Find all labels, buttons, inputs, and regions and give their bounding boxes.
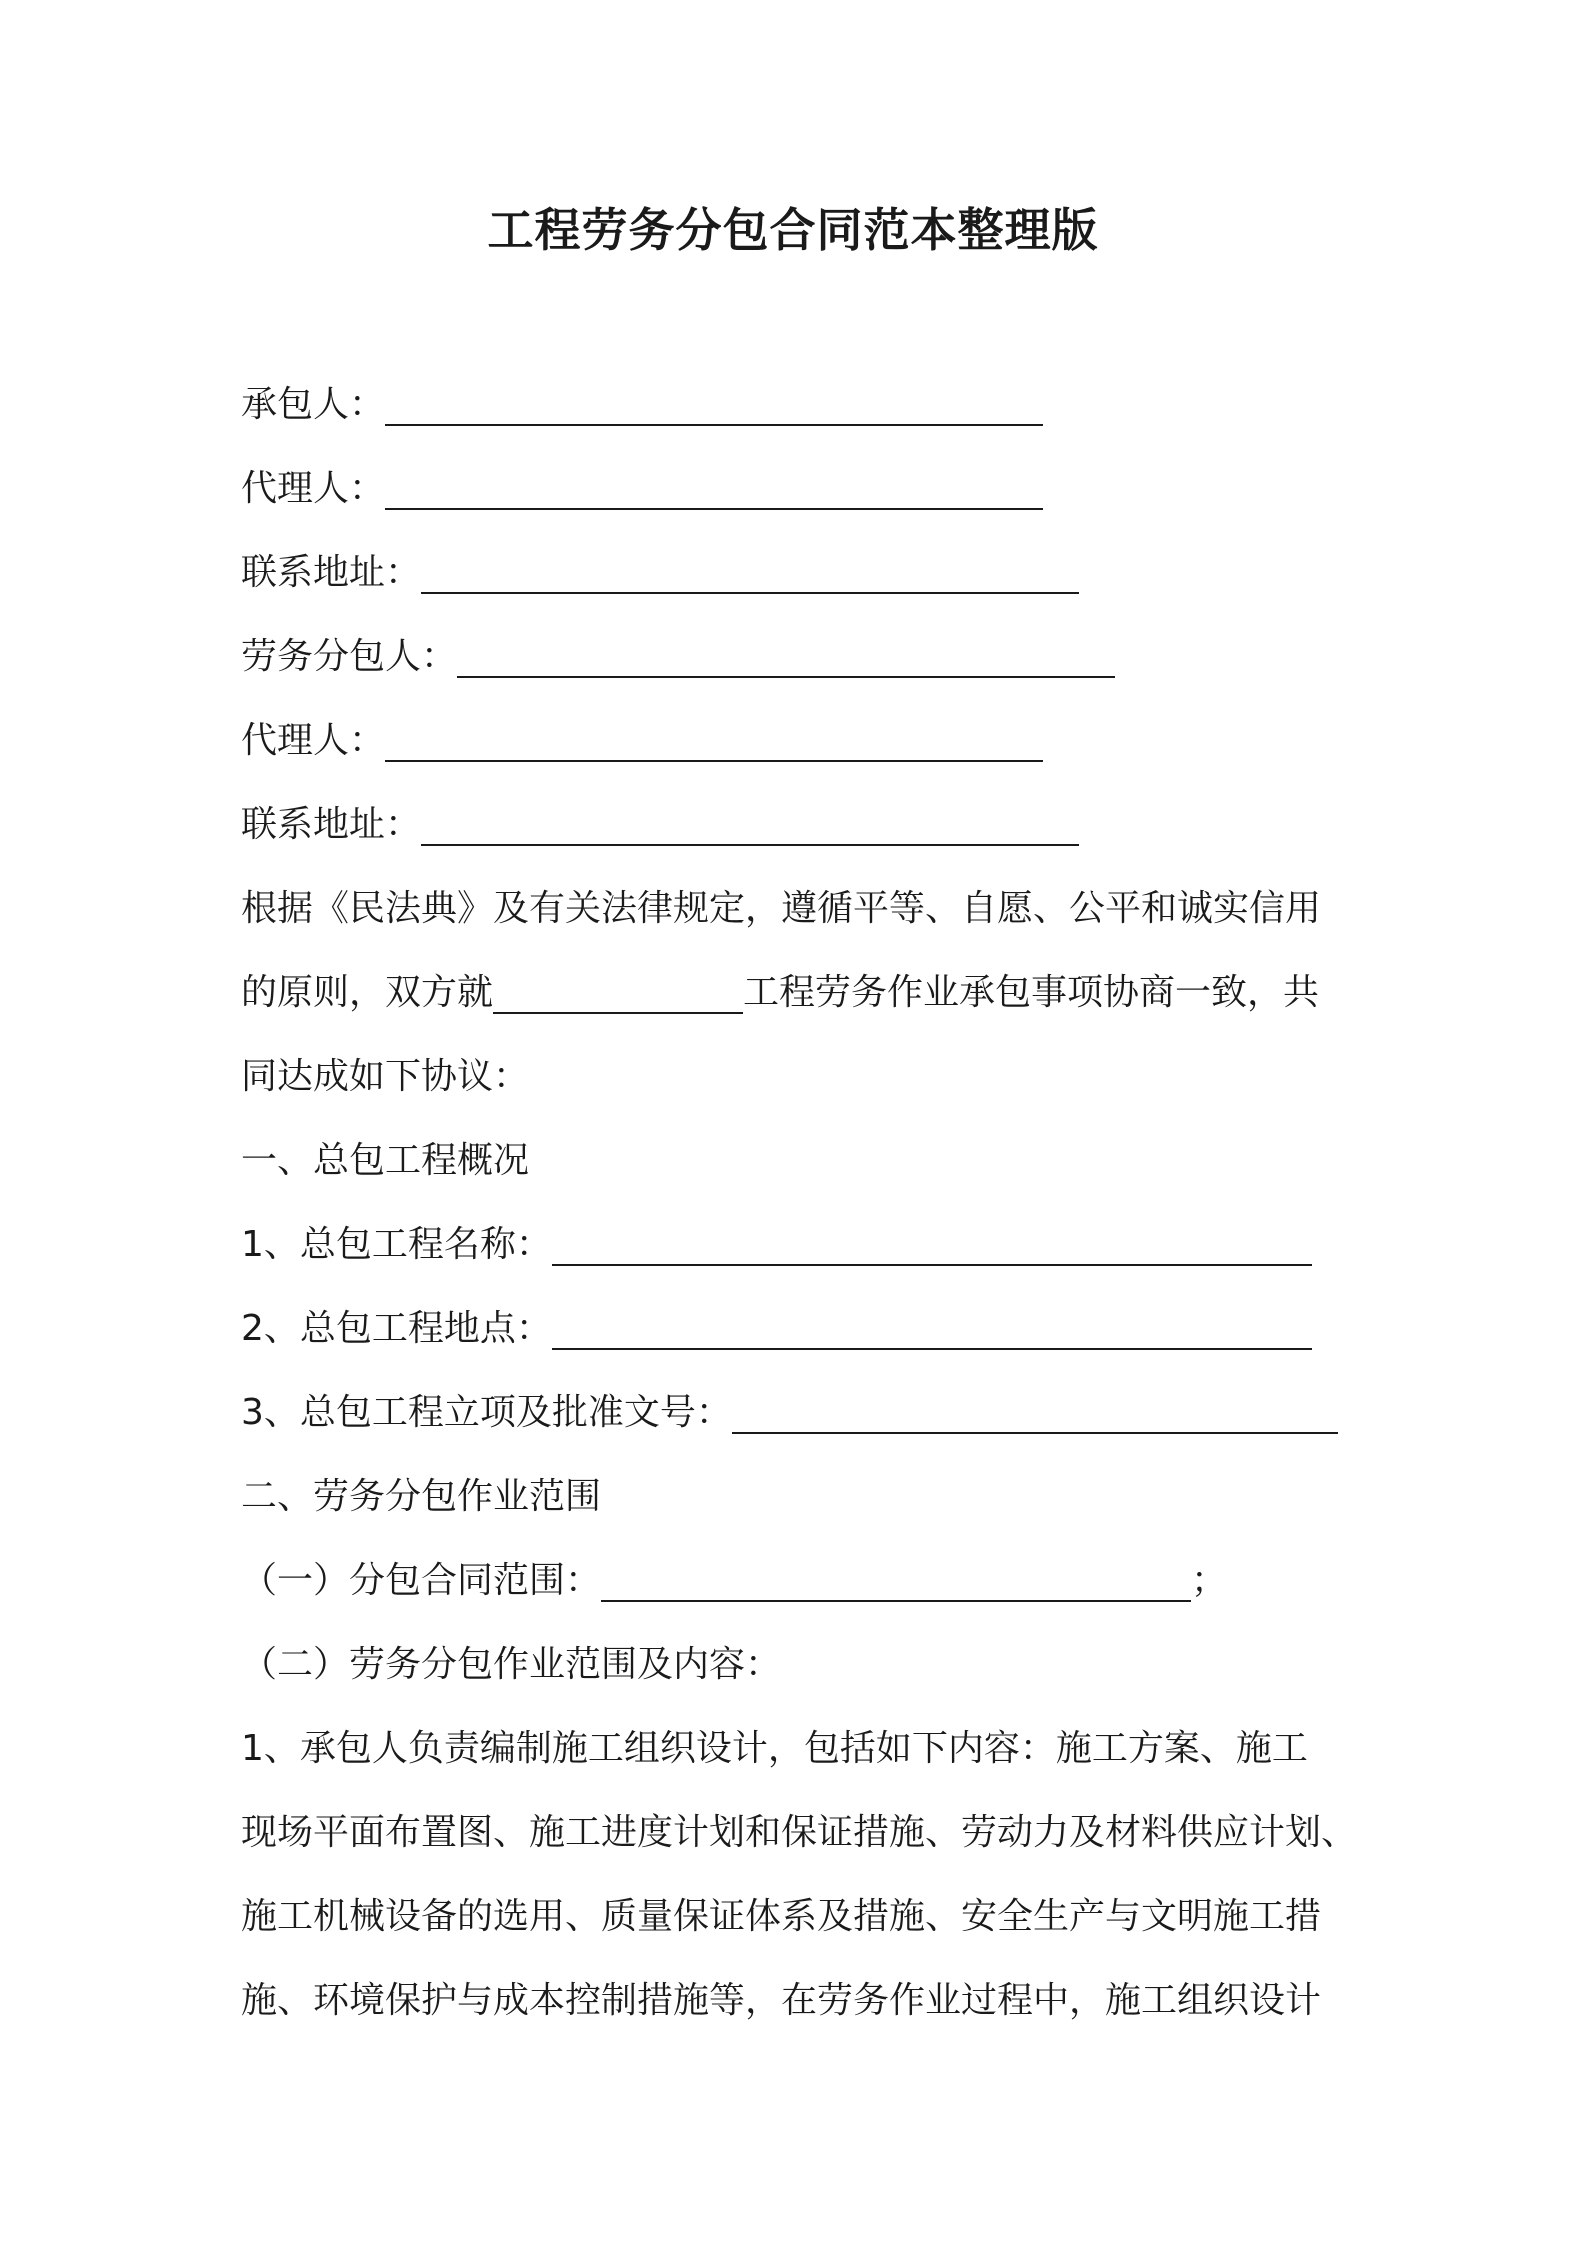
subcontractor-line [241,632,1115,682]
paragraph-line: 现场平面布置图、施工进度计划和保证措施、劳动力及材料供应计划、 [241,1812,1358,1853]
contractor-address-label: 联系地址： [241,552,422,593]
subcontractor-address-blank[interactable] [421,804,1079,846]
general-project-name-blank[interactable] [552,1224,1312,1266]
subcontractor-address-line [241,800,1079,850]
project-name-blank[interactable] [493,972,743,1014]
work-scope-heading: （二）劳务分包作业范围及内容： [241,1644,782,1685]
preamble-line-2-start: 的原则，双方就 [241,972,494,1013]
approval-number-line [241,1388,1338,1438]
approval-number-label: 3、总包工程立项及批准文号： [241,1392,732,1433]
subcontract-scope-label: （一）分包合同范围： [241,1560,602,1601]
project-name-label: 1、总包工程名称： [241,1224,552,1265]
section-2-heading: 二、劳务分包作业范围 [241,1476,602,1517]
subcontract-scope-blank[interactable] [601,1560,1191,1602]
subcontractor-blank[interactable] [457,636,1115,678]
contractor-agent-label: 代理人： [241,468,386,509]
paragraph-line: 施、环境保护与成本控制措施等，在劳务作业过程中，施工组织设计 [241,1980,1322,2021]
contractor-blank[interactable] [385,384,1043,426]
contractor-address-line [241,548,1079,598]
preamble-line-1: 根据《民法典》及有关法律规定，遵循平等、自愿、公平和诚实信用 [241,888,1322,929]
project-name-line [241,1220,1312,1270]
paragraph-line: 1、承包人负责编制施工组织设计，包括如下内容：施工方案、施工 [241,1728,1308,1769]
preamble-line-3: 同达成如下协议： [241,1056,530,1097]
subcontract-scope-line [241,1556,1227,1606]
approval-number-blank[interactable] [732,1392,1338,1434]
subcontractor-label: 劳务分包人： [241,636,458,677]
paragraph-line: 施工机械设备的选用、质量保证体系及措施、安全生产与文明施工措 [241,1896,1322,1937]
contractor-line [241,380,1043,430]
contractor-address-blank[interactable] [421,552,1079,594]
subcontractor-address-label: 联系地址： [241,804,422,845]
contractor-label: 承包人： [241,384,386,425]
subcontract-scope-end: ； [1191,1560,1228,1601]
project-location-blank[interactable] [552,1308,1312,1350]
project-location-line [241,1304,1312,1354]
preamble-line-2-end: 工程劳务作业承包事项协商一致，共 [743,972,1320,1013]
preamble-line-2 [241,968,1319,1018]
subcontractor-agent-label: 代理人： [241,720,386,761]
section-1-heading: 一、总包工程概况 [241,1140,530,1181]
contractor-agent-line [241,464,1043,514]
contractor-agent-blank[interactable] [385,468,1043,510]
document-title: 工程劳务分包合同范本整理版 [487,203,1099,257]
subcontractor-agent-line [241,716,1043,766]
project-location-label: 2、总包工程地点： [241,1308,552,1349]
subcontractor-agent-blank[interactable] [385,720,1043,762]
